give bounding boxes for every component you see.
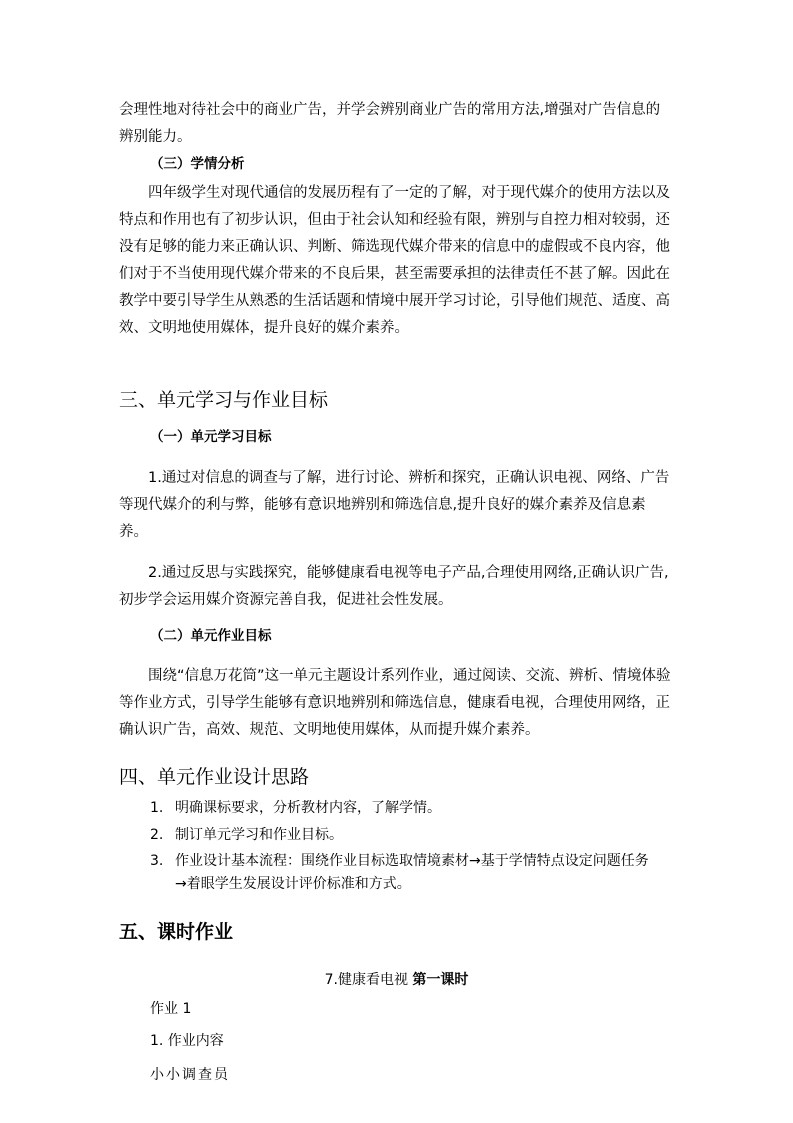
list-item-text: 制订单元学习和作业目标。 <box>175 826 343 843</box>
subheading-unit-learning-goals: （一）单元学习目标 <box>150 429 272 445</box>
activity-title: 小小调查员 <box>150 1067 230 1083</box>
section-heading-goals: 三、单元学习与作业目标 <box>119 389 329 411</box>
homework-content-label: 1. 作业内容 <box>150 1033 224 1049</box>
subheading-unit-homework-goals: （二）单元作业目标 <box>150 628 272 644</box>
learning-goal-1: 1.通过对信息的调查与了解，进行讨论、辨析和探究，正确认识电视、网络、广告等现代媒介的利与弊，能够有意识地辨别和筛选信息,提升良好的媒介素养及信息素养。 <box>119 470 670 540</box>
learning-goal-2: 2.通过反思与实践探究，能够健康看电视等电子产品,合理使用网络,正确认识广告,初步学会运用媒介资源完善自我，促进社会性发展。 <box>119 565 669 608</box>
lesson-title-name: 7.健康看电视 <box>324 972 413 988</box>
homework-label: 作业 1 <box>150 1001 192 1017</box>
list-item <box>150 824 650 847</box>
intro-paragraph: 会理性地对待社会中的商业广告，并学会辨别商业广告的常用方法,增强对广告信息的辨别能力。 <box>119 102 661 145</box>
list-item <box>150 850 650 895</box>
list-item-number: 1. <box>150 800 164 816</box>
list-item-number: 3. <box>150 853 164 869</box>
list-item <box>150 797 650 820</box>
lesson-title <box>0 969 793 989</box>
section-heading-lesson-homework: 五、课时作业 <box>119 921 234 943</box>
section-heading-learning-analysis: （三）学情分析 <box>150 156 245 172</box>
design-steps-list <box>150 797 650 895</box>
list-item-text: 明确课标要求，分析教材内容，了解学情。 <box>175 800 441 816</box>
learning-analysis-paragraph: 四年级学生对现代通信的发展历程有了一定的了解，对于现代媒介的使用方法以及特点和作用也有了初步认识，但由于社会认知和经验有限，辨别与自控力相对较弱，还没有足够的能力来正确认识、判断、筛选现代媒介带来的信息中的虚假或不良内容，他们对于不当使用现代媒介带来的不良后果，甚至需要承担的法律责任不甚了解。因此在教学中要引导学生从熟悉的生活话题和情境中展开学习讨论，引导他们规范、适度、高效、文明地使用媒体，提升良好的媒介素养。 <box>119 185 670 336</box>
list-item-number: 2. <box>150 826 164 843</box>
list-item-text: 作业设计基本流程：围绕作业目标选取情境素材→基于学情特点设定问题任务→着眼学生发展设计评价标准和方式。 <box>175 853 649 892</box>
lesson-title-period: 第一课时 <box>412 972 469 988</box>
homework-goal-paragraph: 围绕“信息万花筒”这一单元主题设计系列作业，通过阅读、交流、辨析、情境体验等作业方式，引导学生能够有意识地辨别和筛选信息，健康看电视，合理使用网络，正确认识广告，高效、规范、文明地使用媒体，从而提升媒介素养。 <box>119 668 671 738</box>
section-heading-design-approach: 四、单元作业设计思路 <box>119 766 310 788</box>
